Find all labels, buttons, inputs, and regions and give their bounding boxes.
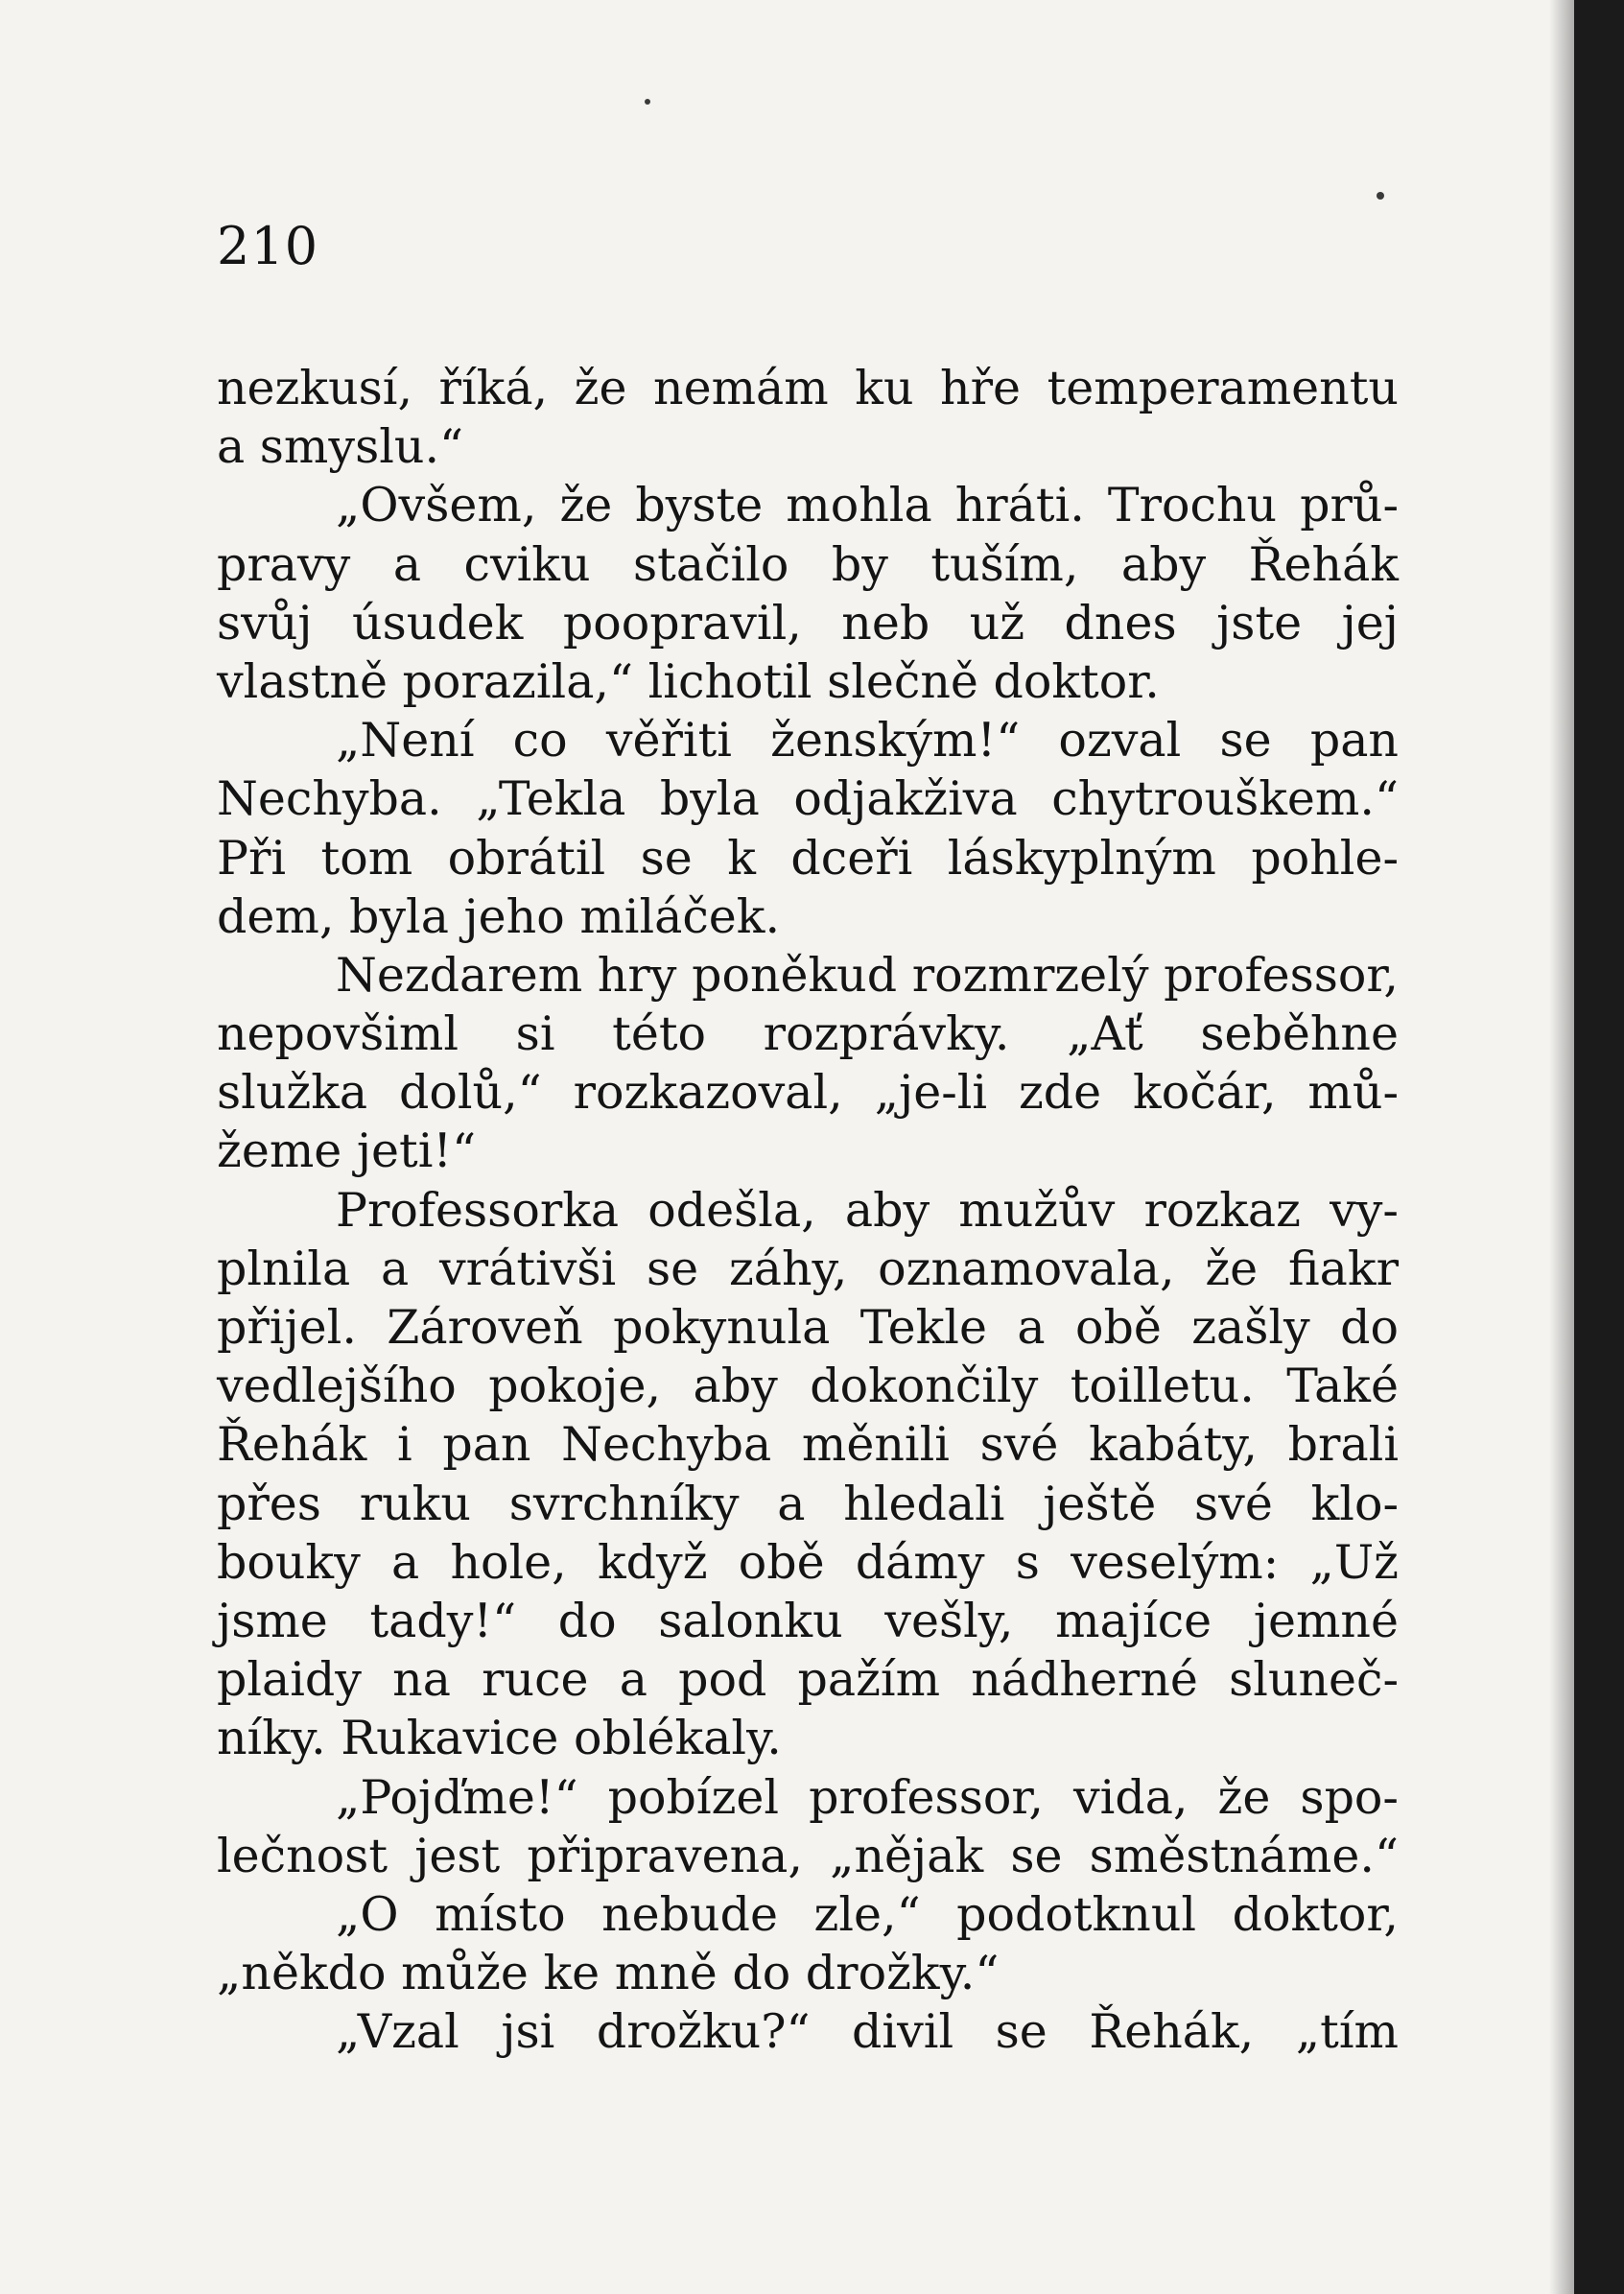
text-line: nezkusí, říká, že nemám ku hře temperamentu	[217, 361, 1399, 415]
text-line: přes ruku svrchníky a hledali ještě své klo-	[217, 1476, 1399, 1531]
paper-speck	[1377, 192, 1384, 200]
text-line: Nezdarem hry poněkud rozmrzelý professor,	[336, 947, 1399, 1003]
text-line: „Vzal jsi drožku?“ divil se Řehák, „tím	[336, 2004, 1399, 2060]
page-number: 210	[217, 216, 319, 276]
binding-shadow	[1549, 0, 1574, 2294]
text-line: „někdo může ke mně do drožky.“	[217, 1946, 1000, 2001]
text-line: „Ovšem, že byste mohla hráti. Trochu prů-	[336, 478, 1399, 533]
text-line: jsme tady!“ do salonku vešly, majíce jemné	[217, 1593, 1399, 1648]
text-line: svůj úsudek poopravil, neb už dnes jste jej	[217, 595, 1399, 650]
paper-speck	[645, 99, 650, 105]
text-line: plaidy na ruce a pod paž́ím nádherné sluneč-	[217, 1652, 1399, 1708]
text-line: vlastně porazila,“ lichotil slečně doktor.	[217, 653, 1160, 709]
text-line: dem, byla jeho miláček.	[217, 888, 781, 944]
body-text	[217, 359, 1399, 2061]
text-line: níky. Rukavice oblékaly.	[217, 1711, 782, 1766]
text-line: „O místo nebude zle,“ podotknul doktor,	[336, 1886, 1399, 1942]
text-line: pravy a cviku stačilo by tuším, aby Řehák	[217, 536, 1399, 592]
text-line: „Pojďme!“ pobízel professor, vida, že spo-	[336, 1769, 1399, 1825]
text-line: nepovšiml si této rozprávky. „Ať seběhne	[217, 1006, 1399, 1062]
text-line: služka dolů,“ rozkazoval, „je-li zde kočár, mů-	[217, 1065, 1399, 1121]
text-line: „Není co věřiti ženským!“ ozval se pan	[336, 713, 1399, 769]
text-line: Professorka odešla, aby mužův rozkaz vy-	[336, 1182, 1399, 1238]
text-line: žeme jeti!“	[217, 1123, 477, 1179]
text-line: bouky a hole, když obě dámy s veselým: „Už	[217, 1534, 1399, 1590]
text-line: lečnost jest připravena, „nějak se směstnáme.“	[217, 1828, 1399, 1883]
text-line: Nechyba. „Tekla byla odjakživa chytrouškem.“	[217, 771, 1399, 827]
text-line: a smyslu.“	[217, 419, 464, 475]
text-line: Při tom obrátil se k dceři láskyplným pohle-	[217, 830, 1399, 886]
text-line: přijel. Zároveň pokynula Tekle a obě zašly do	[217, 1300, 1399, 1355]
binding-edge	[1574, 0, 1624, 2294]
text-line: Řehák i pan Nechyba měnili své kabáty, brali	[217, 1417, 1399, 1473]
text-line: vedlejšího pokoje, aby dokončily toilletu. Také	[217, 1359, 1399, 1414]
text-line: plnila a vrátivši se záhy, oznamovala, že fiakr	[217, 1241, 1399, 1296]
